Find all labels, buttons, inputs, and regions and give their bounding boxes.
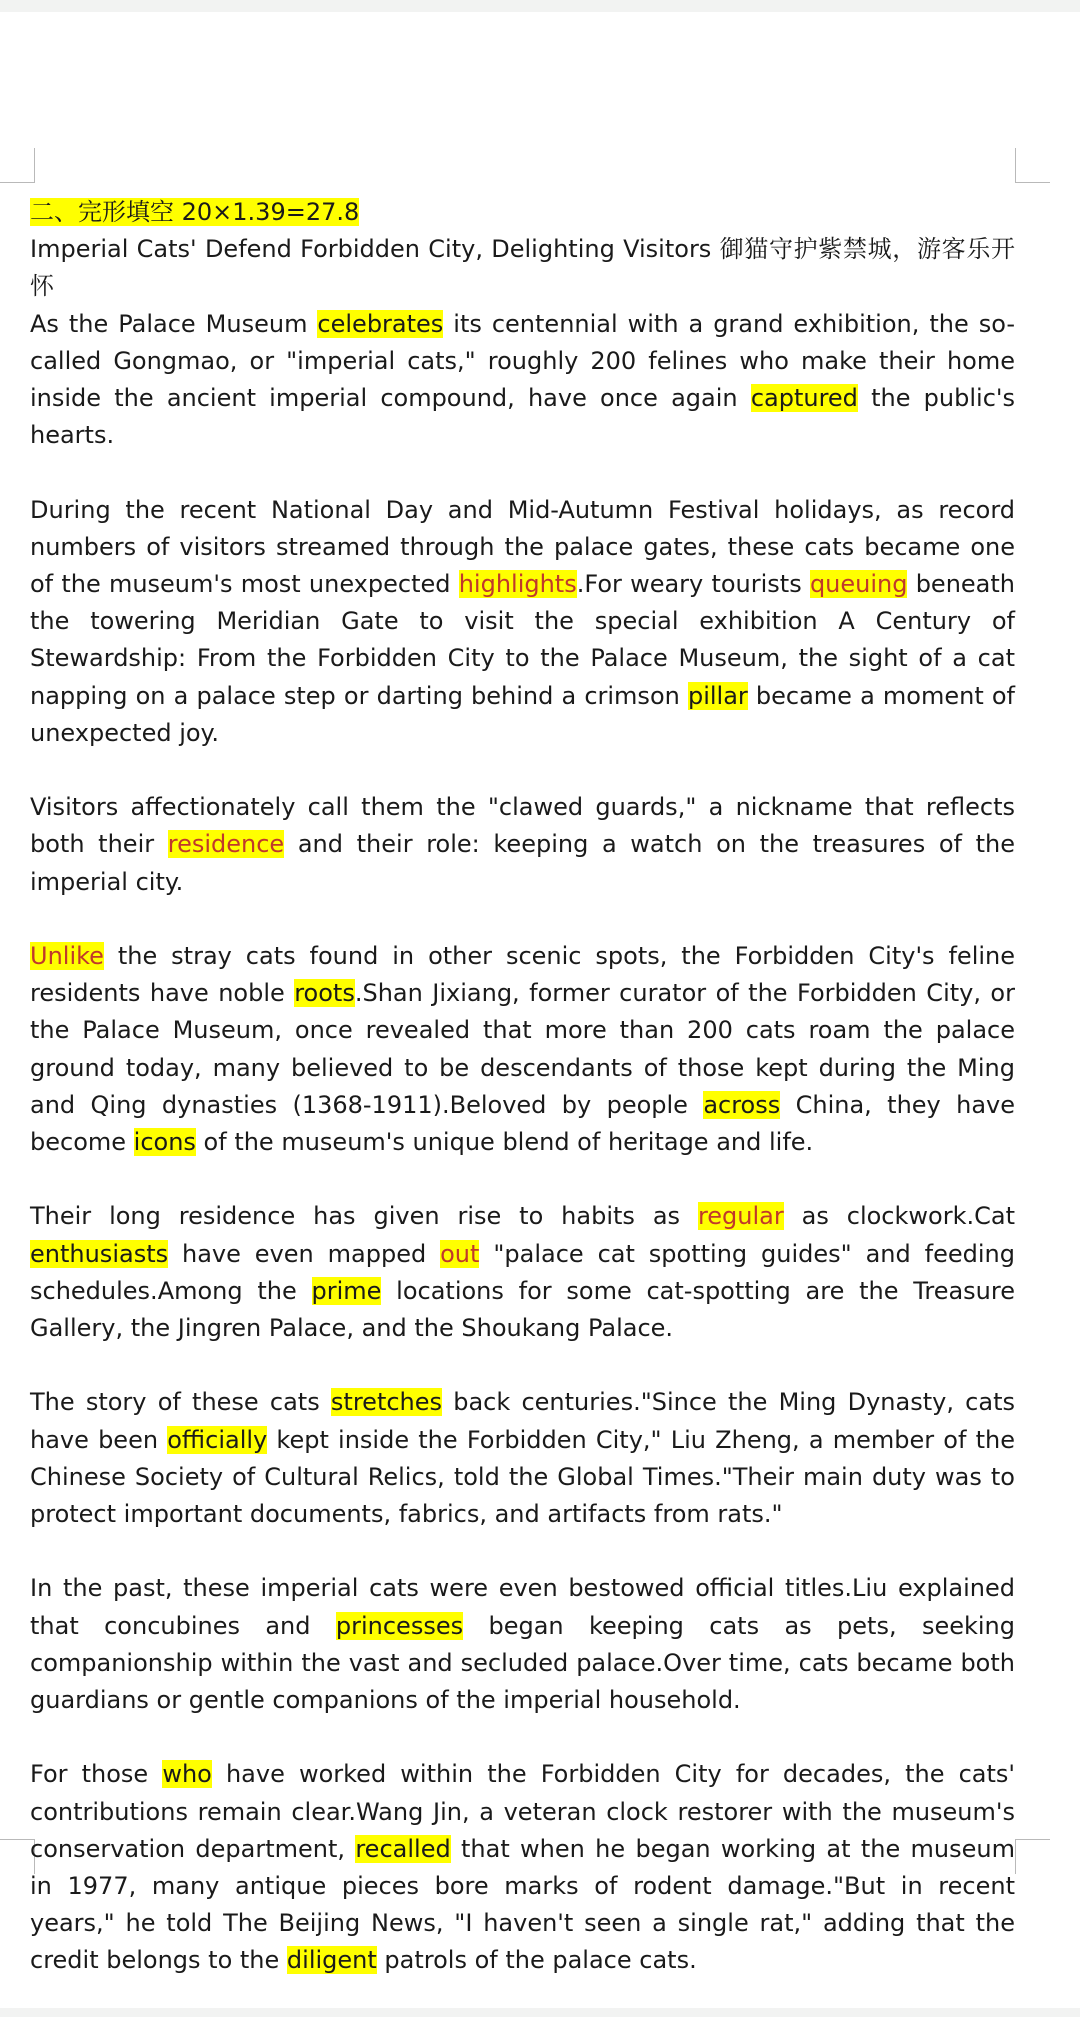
page-corner-mark-top-right: [1015, 148, 1050, 183]
text-run: that when he began working at the museum in 1977, many antique pieces bore marks of rodent damage."But in recent years," he told The Beijing News, "I haven't seen a single rat," adding that the credit belongs to the: [30, 1834, 1015, 1975]
text-run: kept inside the Forbidden City," Liu Zheng, a member of the Chinese Society of Cultural Relics, told the Global Times."Their main duty was to protect important documents, fabrics, and artifacts from rats.": [30, 1425, 1015, 1529]
highlighted-word: princesses: [335, 1611, 464, 1640]
highlighted-word: Unlike: [30, 942, 104, 971]
highlighted-word: across: [703, 1090, 781, 1119]
document-body: [30, 194, 1015, 2017]
text-run: As the Palace Museum: [30, 309, 318, 338]
highlighted-word: stretches: [330, 1388, 443, 1417]
highlighted-word: out: [440, 1239, 480, 1268]
highlighted-word: prime: [311, 1276, 382, 1305]
highlighted-word: diligent: [286, 1946, 377, 1975]
article-paragraph: [30, 1384, 1015, 1533]
highlighted-word: recalled: [355, 1834, 451, 1863]
text-run: have even mapped: [168, 1239, 441, 1268]
text-run: of the museum's unique blend of heritage and life.: [195, 1128, 814, 1157]
highlighted-word: captured: [750, 384, 858, 413]
text-run: back centuries."Since the Ming Dynasty, cats have been: [30, 1388, 1015, 1454]
article-paragraph: [30, 1756, 1015, 1979]
text-run: became a moment of unexpected joy.: [30, 681, 1015, 747]
text-run: China, they have become: [30, 1090, 1016, 1157]
text-run: the stray cats found in other scenic spots, the Forbidden City's feline residents have noble: [30, 942, 1015, 1008]
article-paragraph: [30, 1570, 1015, 1719]
highlighted-word: who: [162, 1760, 212, 1789]
document-page: [0, 12, 1080, 2008]
article-paragraph: [30, 306, 1015, 455]
article-paragraphs: [30, 306, 1015, 1980]
page-corner-mark-bottom-right: [1015, 1839, 1050, 1874]
article-title: Imperial Cats' Defend Forbidden City, Delighting Visitors 御猫守护紫禁城，游客乐开怀: [30, 235, 1015, 301]
text-run: For those: [30, 1760, 163, 1789]
highlighted-word: queuing: [809, 570, 908, 599]
text-run: have worked within the Forbidden City for decades, the cats' contributions remain clear.Wang Jin, a veteran clock restorer with the museum's conservation department,: [30, 1760, 1015, 1863]
article-paragraph: [30, 789, 1015, 901]
text-run: Their long residence has given rise to habits as: [30, 1202, 698, 1231]
highlighted-word: roots: [294, 979, 355, 1008]
text-run: its centennial with a grand exhibition, the so-called Gongmao, or "imperial cats," roughly 200 felines who make their home inside the ancient imperial compound, have once again: [30, 309, 1015, 413]
text-run: During the recent National Day and Mid-Autumn Festival holidays, as record numbers of visitors streamed through the palace gates, these cats became one of the museum's most unexpected: [30, 495, 1015, 599]
text-run: patrols of the palace cats.: [376, 1946, 697, 1975]
highlighted-word: icons: [133, 1128, 196, 1157]
highlighted-word: pillar: [687, 681, 748, 710]
text-run: and their role: keeping a watch on the treasures of the imperial city.: [30, 830, 1015, 896]
text-run: the public's hearts.: [30, 384, 1015, 450]
text-run: "palace cat spotting guides" and feeding schedules.Among the: [30, 1239, 1015, 1305]
section-heading: 二、完形填空 20×1.39=27.8: [30, 198, 360, 226]
highlighted-word: celebrates: [317, 309, 444, 338]
text-run: The story of these cats: [30, 1388, 331, 1417]
highlighted-word: highlights: [458, 570, 577, 599]
text-run: began keeping cats as pets, seeking companionship within the vast and secluded palace.Over time, cats became both guardians or gentle companions of the imperial household.: [30, 1611, 1015, 1715]
article-paragraph: [30, 938, 1015, 1161]
text-run: .Shan Jixiang, former curator of the Forbidden City, or the Palace Museum, once revealed that more than 200 cats roam the palace ground today, many believed to be descendants of those kept during the Ming and Qing dynasties (1368-1911).Beloved by people: [30, 979, 1015, 1119]
text-run: locations for some cat-spotting are the Treasure Gallery, the Jingren Palace, and the Shoukang Palace.: [30, 1276, 1015, 1343]
highlighted-word: residence: [167, 830, 285, 859]
page-corner-mark-top-left: [0, 148, 35, 183]
article-paragraph: [30, 492, 1015, 752]
text-run: .For weary tourists: [576, 570, 810, 599]
highlighted-word: regular: [697, 1202, 784, 1231]
text-run: beneath the towering Meridian Gate to visit the special exhibition A Century of Stewardship: From the Forbidden City to the Palace Museum, the sight of a cat napping on a palace step or darting behind a crimson: [30, 570, 1016, 710]
text-run: as clockwork.Cat: [783, 1202, 1015, 1231]
highlighted-word: enthusiasts: [30, 1239, 169, 1268]
text-run: Visitors affectionately call them the "clawed guards," a nickname that reflects both their: [30, 793, 1015, 859]
highlighted-word: officially: [167, 1425, 268, 1454]
article-paragraph: [30, 1198, 1015, 1347]
text-run: In the past, these imperial cats were even bestowed official titles.Liu explained that concubines and: [30, 1574, 1015, 1640]
